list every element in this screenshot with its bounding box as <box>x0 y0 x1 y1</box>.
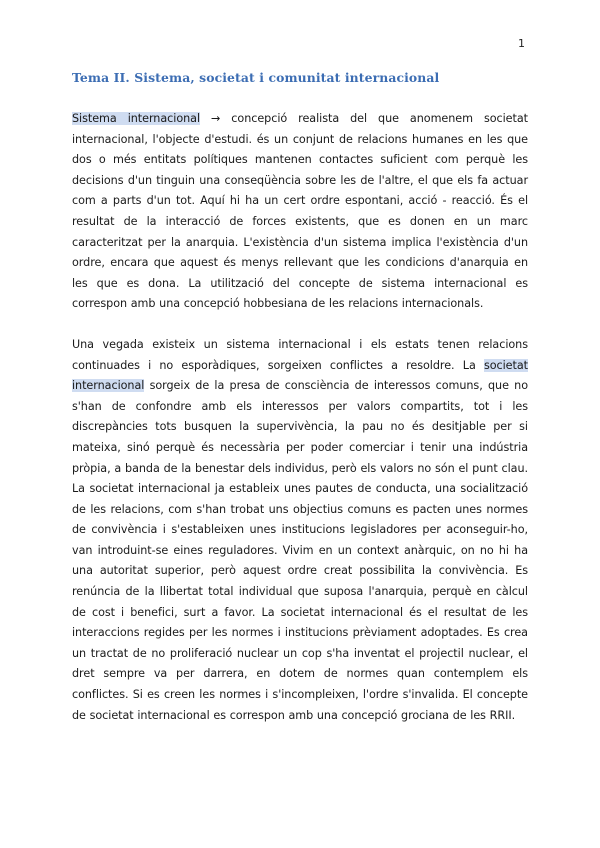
paragraph-sistema-internacional <box>72 109 528 315</box>
paragraph-1-text: → concepció realista del que anomenem societat internacional, l'objecte d'estudi. és un conjunt de relacions humanes en les que dos o més entitats polítiques mantenen contactes suficient com perquè les decisions d'un tinguin una conseqüència sobre les de l'altre, el que els fa actuar com a parts d'un tot. Aquí hi ha un cert ordre espontani, acció - reacció. És el resultat de la interacció de forces existents, que es donen en un marc caracteritzat per la anarquia. L'existència d'un sistema implica l'existència d'un ordre, encara que aquest és menys rellevant que les condicions d'anarquia en les que es dona. La utilització del concepte de sistema internacional es correspon amb una concepció hobbesiana de les relacions internacionals. <box>72 112 528 311</box>
paragraph-2-text-before: Una vegada existeix un sistema internacional i els estats tenen relacions continuades i no esporàdiques, sorgeixen conflictes a resoldre. La <box>72 337 528 372</box>
page-number: 1 <box>518 37 525 50</box>
highlighted-term-sistema-internacional: Sistema internacional <box>72 112 201 125</box>
paragraph-societat-internacional <box>72 335 528 726</box>
document-body <box>72 109 528 726</box>
highlighted-term-societat-internacional: societat internacional <box>72 358 528 393</box>
section-title: Tema II. Sistema, societat i comunitat internacional <box>72 70 440 85</box>
paragraph-2-text-after: sorgeix de la presa de consciència de interessos comuns, que no s'han de confondre amb els interessos per valors compartits, tot i les discrepàncies tots busquen la supervivència, la pau no és desitjable per si mateixa, sinó perquè és necessària per poder comerciar i tenir una indústria pròpia, a banda de la benestar dels individus, però els valors no són el punt clau. La societat internacional ja estableix unes pautes de conducta, una socialització de les relacions, com s'han trobat uns objectius comuns es pacten unes normes de convivència i s'estableixen unes institucions legisladores per aconseguir-ho, van introduint-se eines reguladores. Vivim en un context anàrquic, on no hi ha una autoritat superior, però aquest ordre creat possibilita la convivència. Es renúncia de la llibertat total individual que suposa l'anarquia, perquè en càlcul de cost i benefici, surt a favor. La societat internacional és el resultat de les interaccions regides per les normes i institucions prèviament adoptades. Es crea un tractat de no proliferació nuclear un cop s'ha inventat el projectil nuclear, el dret sempre va per darrera, en dotem de normes quan contemplem els conflictes. Si es creen les normes i s'incompleixen, l'ordre s'invalida. El concepte de societat internacional es correspon amb una concepció grociana de les RRII. <box>72 379 528 722</box>
